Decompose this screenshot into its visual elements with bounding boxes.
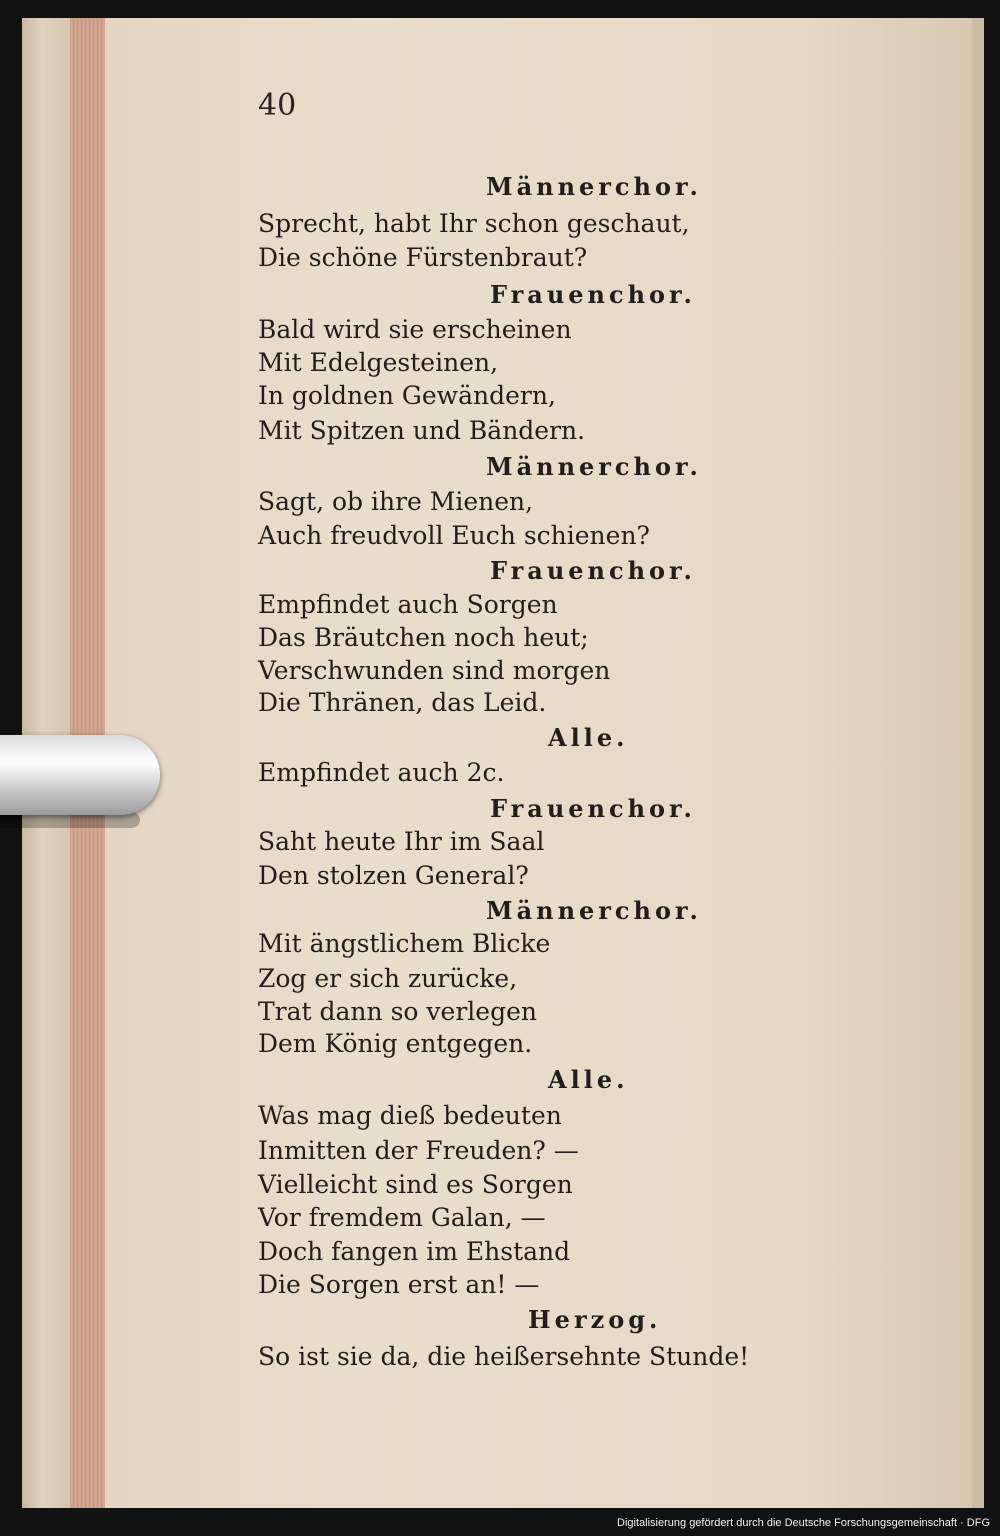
verse-line: Trat dann so verlegen [258, 997, 537, 1026]
verse-line: Mit Edelgesteinen, [258, 348, 499, 377]
speaker-heading: Männerchor. [486, 896, 702, 925]
verse-line: Saht heute Ihr im Saal [258, 827, 545, 856]
verse-line: Empfindet auch Sorgen [258, 590, 558, 619]
speaker-heading: Frauenchor. [490, 794, 696, 823]
speaker-heading: Männerchor. [486, 172, 702, 201]
verse-line: Auch freudvoll Euch schienen? [258, 521, 650, 550]
verse-line: Die Sorgen erst an! — [258, 1270, 540, 1299]
speaker-heading: Herzog. [528, 1305, 662, 1334]
speaker-heading: Frauenchor. [490, 556, 696, 585]
footer-credit: Digitalisierung gefördert durch die Deutsche Forschungsgemeinschaft · DFG [617, 1517, 990, 1529]
verse-line: So ist sie da, die heißersehnte Stunde! [258, 1342, 750, 1371]
speaker-heading: Männerchor. [486, 452, 702, 481]
page-clip [0, 735, 160, 815]
verse-line: Dem König entgegen. [258, 1029, 533, 1058]
speaker-heading: Alle. [548, 723, 629, 752]
verse-line: Den stolzen General? [258, 861, 529, 890]
verse-line: Das Bräutchen noch heut; [258, 623, 589, 652]
verse-line: Inmitten der Freuden? — [258, 1136, 579, 1165]
page-number: 40 [258, 88, 297, 123]
verse-line: Sagt, ob ihre Mienen, [258, 487, 534, 516]
verse-line: Die schöne Fürstenbraut? [258, 243, 588, 272]
verse-line: Zog er sich zurücke, [258, 964, 518, 993]
verse-line: Doch fangen im Ehstand [258, 1237, 571, 1266]
verse-line: Mit Spitzen und Bändern. [258, 416, 586, 445]
verse-line: Vielleicht sind es Sorgen [258, 1170, 573, 1199]
speaker-heading: Alle. [548, 1065, 629, 1094]
verse-line: Bald wird sie erscheinen [258, 315, 572, 344]
verse-line: Sprecht, habt Ihr schon geschaut, [258, 209, 690, 238]
verse-line: Mit ängstlichem Blicke [258, 929, 551, 958]
verse-line: Verschwunden sind morgen [258, 656, 611, 685]
page-gutter [972, 18, 984, 1508]
verse-line: Was mag dieß bedeuten [258, 1101, 562, 1130]
verse-line: Die Thränen, das Leid. [258, 688, 547, 717]
speaker-heading: Frauenchor. [490, 280, 696, 309]
verse-line: Vor fremdem Galan, — [258, 1203, 546, 1232]
verse-line: In goldnen Gewändern, [258, 381, 556, 410]
verse-line: Empfindet auch 2c. [258, 758, 505, 787]
